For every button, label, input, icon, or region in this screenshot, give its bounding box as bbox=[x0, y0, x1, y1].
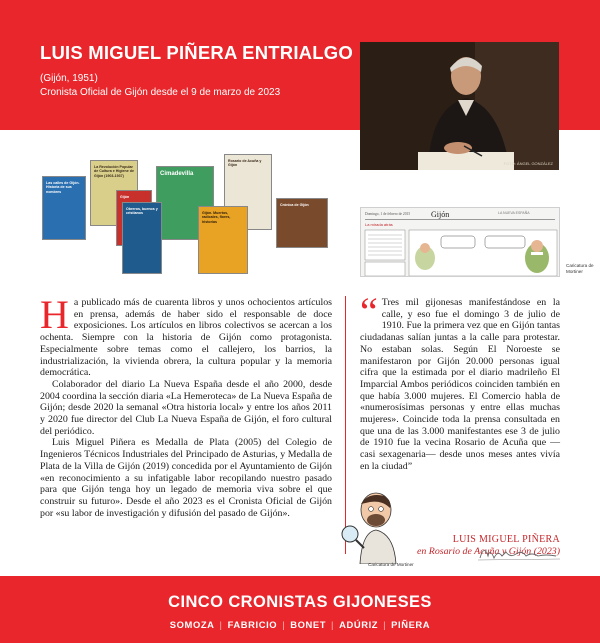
clipping-caricature-credit: Caricatura de Mortiner bbox=[566, 263, 594, 274]
bio-paragraph: Luis Miguel Piñera es Medalla de Plata (2005) del Colegio de Ingenieros Técnicos Industriales del Principado de Asturias, y Medalla de Plata de la Villa de Gijón (2019) concedida por el Ayuntamiento de Gijón «en reconocimiento a su infatigable labor recopilando nuestro pasado para que Gijón tenga hoy un legado de memoria viva sobre el que construir su futuro». Desde el año 2023 es el Cronista Oficial de Gijón por «su labor de investigación y difusión del pasado de Gijón». bbox=[40, 437, 332, 519]
birth-info: (Gijón, 1951) bbox=[40, 73, 98, 84]
biography bbox=[40, 292, 333, 519]
clipping-rule bbox=[365, 219, 555, 220]
quote-source: en Rosario de Acuña y Gijón (2023) bbox=[417, 546, 560, 557]
book-covers bbox=[40, 150, 332, 280]
name-separator: | bbox=[219, 619, 223, 630]
newspaper-clipping bbox=[360, 207, 560, 277]
series-title: CINCO CRONISTAS GIJONESES bbox=[168, 593, 432, 611]
bio-text: a publicado más de cuarenta libros y unos ochocientos artículos en prensa, además de haber sido el responsable de doce exposiciones. Los artículos en libros colectivos se acercan a los ochenta. Siempre con la historia de Gijón como protagonista. Especialmente sobre temas como el callejero, los barrios, la industrialización, la vivienda obrera, la cultura popular y la memoria democrática. bbox=[40, 297, 332, 379]
quote-text: Tres mil gijonesas manifestándose en la calle, y eso fue el domingo 3 de julio de 1910. Fue la primera vez que en Gijón tantas ciudadanas salían juntas a la calle para protestar. No estaban solas. Según El Noroeste se manifestaron por Gijón 20.000 personas igual cifra que la estimada por el diario madrileño El Imparcial Ambos periódicos coinciden también en que había 3.000 mujeres. El Comercio habla de «numerosísimas personas y entre ellas muchas mujeres». Coincide toda la prensa consultada en que una de las 3.000 manifestantes ese 3 de julio de 1910 fue la vecina Rosario de Acuña que —casi sexagenaria— desde unos meses antes vivía en la ciudad” bbox=[360, 297, 560, 472]
book-title: Las calles de Gijón. Historia de sus nombres bbox=[46, 181, 80, 194]
portrait-photo bbox=[360, 42, 559, 170]
caricature-credit: Caricatura de Mortiner bbox=[368, 562, 414, 567]
photo-credit: FOTO: ÁNGEL GONZÁLEZ bbox=[503, 161, 553, 166]
book-cover bbox=[198, 206, 248, 274]
clipping-section: La mirada atrás bbox=[365, 222, 393, 227]
bio-paragraph: Colaborador del diario La Nueva España desde el año 2000, desde 2004 coordina la sección diaria «La Hemeroteca» de La Nueva España de Gijón; desde 2020 la semanal «Otra historia local» y entre los años 2011 y 2020 fue director del Club La Nueva España de Gijón, el foro cultural del periódico. bbox=[40, 378, 333, 437]
chronicler-name: FABRICIO bbox=[227, 619, 278, 630]
role-info: Cronista Oficial de Gijón desde el 9 de marzo de 2023 bbox=[40, 87, 281, 98]
chronicler-names bbox=[0, 619, 600, 630]
signature bbox=[476, 540, 560, 564]
book-title: Gijón bbox=[120, 195, 130, 199]
book-cover bbox=[42, 176, 86, 240]
caricature-drawing bbox=[338, 488, 406, 564]
chronicler-name: BONET bbox=[290, 619, 327, 630]
book-title: Crónica de Gijón bbox=[280, 203, 309, 207]
drop-cap: H bbox=[40, 292, 69, 337]
book-title: Obreros, buenos y cristianos bbox=[126, 207, 158, 216]
book-cover bbox=[276, 198, 328, 248]
pull-quote bbox=[360, 289, 560, 473]
book-title: La Revolución Popular de Cultura e Higiene de Gijón (1903-1937) bbox=[94, 165, 134, 178]
book-title: Cimadevilla bbox=[160, 171, 194, 177]
book-cover bbox=[122, 202, 162, 274]
book-title: Rosario de Acuña y Gijón bbox=[228, 159, 262, 168]
name-separator: | bbox=[383, 619, 387, 630]
quote-mark: “ bbox=[360, 289, 378, 334]
clipping-date: Domingo, 1 de febrero de 2015 bbox=[365, 212, 411, 216]
page-title: LUIS MIGUEL PIÑERA ENTRIALGO bbox=[40, 42, 353, 63]
clipping-cartoon bbox=[361, 228, 560, 277]
bio-paragraph bbox=[40, 292, 332, 379]
clipping-paper: LA NUEVA ESPAÑA bbox=[498, 211, 530, 215]
chronicler-name: SOMOZA bbox=[169, 619, 215, 630]
chronicler-name: ADÚRIZ bbox=[339, 619, 379, 630]
quote-author: LUIS MIGUEL PIÑERA bbox=[452, 534, 560, 545]
name-separator: | bbox=[331, 619, 335, 630]
clipping-brand: Gijón bbox=[431, 210, 450, 219]
book-title: Gijón. Muertos, radicales, flores, historias bbox=[202, 211, 231, 224]
chronicler-name: PIÑERA bbox=[391, 619, 431, 630]
name-separator: | bbox=[282, 619, 286, 630]
